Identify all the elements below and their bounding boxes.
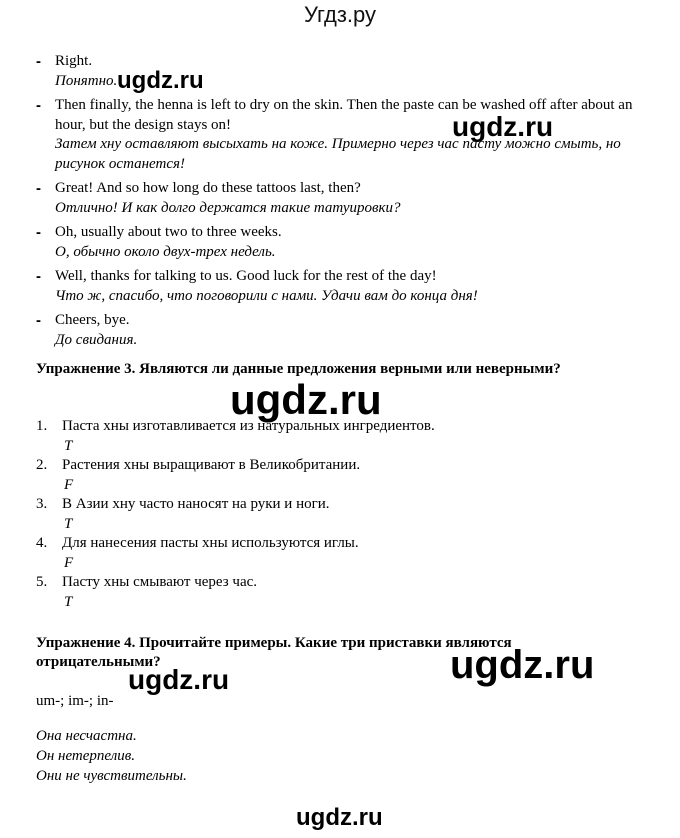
watermark: ugdz.ru (117, 67, 204, 94)
item-number: 4. (36, 535, 48, 551)
english-line: Well, thanks for talking to us. Good luck for the rest of the day! (55, 268, 437, 284)
dash-bullet: - (36, 97, 41, 114)
dialog-line (36, 179, 636, 218)
example-line: Они не чувствительны. (36, 768, 187, 784)
russian-translation: До свидания. (55, 331, 138, 348)
item-number: 5. (36, 574, 48, 590)
exercise4-heading: Упражнение 4. Прочитайте примеры. Какие три приставки являются отрицательными? (36, 635, 512, 670)
item-number: 1. (36, 418, 48, 434)
dash-bullet: - (36, 224, 41, 241)
watermark: ugdz.ru (230, 376, 382, 423)
english-line: Oh, usually about two to three weeks. (55, 224, 282, 240)
russian-translation: О, обычно около двух-трех недель. (55, 243, 276, 260)
watermark: ugdz.ru (296, 804, 383, 831)
item-answer: T (64, 515, 73, 532)
exercise3-list (36, 417, 636, 612)
russian-translation: Что ж, спасибо, что поговорили с нами. Удачи вам до конца дня! (55, 287, 478, 304)
exercise3-heading: Упражнение 3. Являются ли данные предложения верными или неверными? (36, 361, 561, 377)
dash-bullet: - (36, 180, 41, 197)
dialog-line (36, 223, 636, 262)
dash-bullet: - (36, 268, 41, 285)
watermark: ugdz.ru (128, 664, 230, 695)
english-line: Great! And so how long do these tattoos last, then? (55, 180, 361, 196)
prefix-answer: um-; im-; in- (36, 693, 114, 709)
dialog-line (36, 267, 636, 306)
item-answer: F (64, 476, 74, 493)
example-line: Она несчастна. (36, 728, 137, 744)
item-answer: F (64, 554, 74, 571)
english-line: Cheers, bye. (55, 312, 130, 328)
item-statement: В Азии хну часто наносят на руки и ноги. (62, 496, 330, 512)
english-line: Then finally, the henna is left to dry on the skin. Then the paste can be washed off after about an hour, but the design stays on! (55, 97, 633, 133)
item-statement: Паста хны изготавливается из натуральных ингредиентов. (62, 418, 435, 434)
item-answer: T (64, 437, 73, 454)
list-item (36, 456, 636, 495)
dash-bullet: - (36, 312, 41, 329)
dash-bullet: - (36, 53, 41, 70)
example-line: Он нетерпелив. (36, 748, 136, 764)
site-title: Угдз.ру (303, 2, 377, 27)
english-line: Right. (55, 53, 93, 69)
examples-list (36, 726, 187, 786)
russian-translation: Затем хну оставляют высыхать на коже. Примерно через час пасту можно смыть, но рисунок останется! (55, 136, 621, 172)
russian-translation: Понятно. (55, 72, 118, 89)
dialog (36, 52, 636, 355)
item-statement: Для нанесения пасты хны используются иглы. (62, 535, 359, 551)
item-statement: Растения хны выращивают в Великобритании. (62, 457, 361, 473)
watermark: ugdz.ru (450, 643, 595, 687)
item-statement: Пасту хны смывают через час. (62, 574, 258, 590)
watermark: ugdz.ru (452, 111, 554, 142)
item-number: 3. (36, 496, 48, 512)
list-item (36, 573, 636, 612)
list-item (36, 495, 636, 534)
russian-translation: Отлично! И как долго держатся такие татуировки? (55, 199, 401, 216)
list-item (36, 534, 636, 573)
dialog-line (36, 311, 636, 350)
item-number: 2. (36, 457, 48, 473)
item-answer: T (64, 593, 73, 610)
